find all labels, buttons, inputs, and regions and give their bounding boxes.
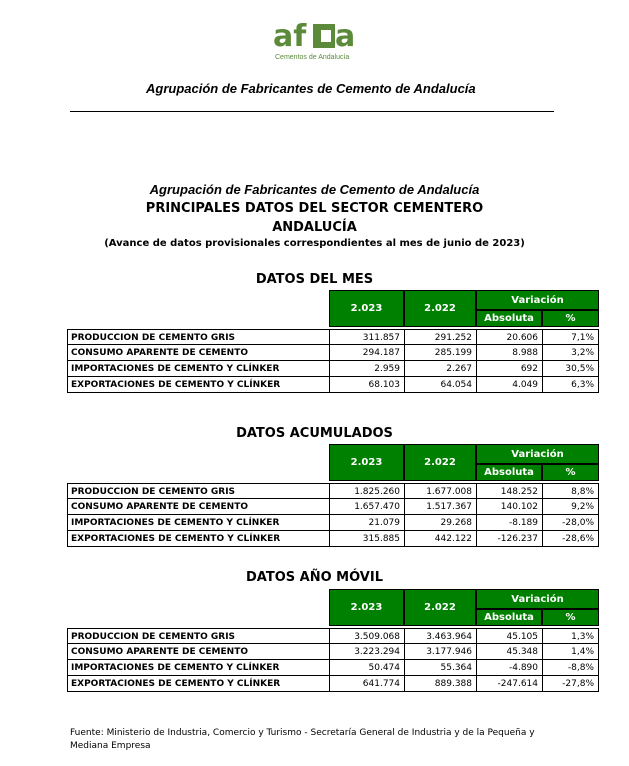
value-previous-year: 1.517.367: [404, 499, 476, 515]
variation-absolute: -126.237: [476, 531, 542, 547]
svg-text:a: a: [335, 19, 356, 54]
report-region: ANDALUCÍA: [272, 220, 357, 235]
header-year-previous: 2.022: [404, 444, 476, 481]
logo-subtitle: Cementos de Andalucía: [275, 54, 350, 61]
variation-percent: 30,5%: [542, 361, 599, 377]
variation-percent: 8,8%: [542, 483, 599, 499]
value-previous-year: 2.267: [404, 361, 476, 377]
afca-logo: [271, 16, 366, 68]
header-year-current: 2.023: [329, 290, 404, 327]
value-previous-year: 3.463.964: [404, 628, 476, 644]
value-previous-year: 285.199: [404, 345, 476, 361]
value-current-year: 1.657.470: [329, 499, 404, 515]
header-year-current: 2.023: [329, 589, 404, 626]
report-org: Agrupación de Fabricantes de Cemento de Andalucía: [149, 182, 480, 197]
table-row: [67, 515, 599, 531]
header-absolute: Absoluta: [476, 609, 542, 626]
table-header: [329, 589, 599, 626]
variation-absolute: -247.614: [476, 676, 542, 692]
row-label: IMPORTACIONES DE CEMENTO Y CLÍNKER: [67, 515, 329, 531]
row-label: EXPORTACIONES DE CEMENTO Y CLÍNKER: [67, 531, 329, 547]
row-label: EXPORTACIONES DE CEMENTO Y CLÍNKER: [67, 676, 329, 692]
header-variation: Variación: [476, 444, 599, 464]
header-percent: %: [542, 464, 599, 481]
value-current-year: 3.223.294: [329, 644, 404, 660]
data-table: [67, 444, 599, 549]
variation-percent: 9,2%: [542, 499, 599, 515]
header-title: Agrupación de Fabricantes de Cemento de Andalucía: [146, 81, 476, 96]
header-percent: %: [542, 609, 599, 626]
value-current-year: 1.825.260: [329, 483, 404, 499]
row-label: PRODUCCION DE CEMENTO GRIS: [67, 628, 329, 644]
table-row: [67, 377, 599, 393]
row-label: IMPORTACIONES DE CEMENTO Y CLÍNKER: [67, 361, 329, 377]
header-percent: %: [542, 310, 599, 327]
table-row: [67, 660, 599, 676]
header-divider: [70, 111, 554, 112]
variation-absolute: -8.189: [476, 515, 542, 531]
value-current-year: 311.857: [329, 329, 404, 345]
logo-mark-icon: [271, 16, 366, 54]
variation-absolute: 692: [476, 361, 542, 377]
variation-percent: 1,4%: [542, 644, 599, 660]
value-current-year: 315.885: [329, 531, 404, 547]
value-previous-year: 3.177.946: [404, 644, 476, 660]
value-previous-year: 55.364: [404, 660, 476, 676]
svg-text:af: af: [273, 19, 307, 54]
value-current-year: 294.187: [329, 345, 404, 361]
variation-percent: -27,8%: [542, 676, 599, 692]
row-label: CONSUMO APARENTE DE CEMENTO: [67, 644, 329, 660]
row-label: PRODUCCION DE CEMENTO GRIS: [67, 329, 329, 345]
variation-percent: 6,3%: [542, 377, 599, 393]
table-row: [67, 329, 599, 345]
value-previous-year: 29.268: [404, 515, 476, 531]
value-previous-year: 442.122: [404, 531, 476, 547]
variation-absolute: 45.348: [476, 644, 542, 660]
table-header: [329, 444, 599, 481]
table-row: [67, 676, 599, 692]
table-row: [67, 628, 599, 644]
variation-absolute: -4.890: [476, 660, 542, 676]
row-label: IMPORTACIONES DE CEMENTO Y CLÍNKER: [67, 660, 329, 676]
variation-percent: 1,3%: [542, 628, 599, 644]
header-absolute: Absoluta: [476, 464, 542, 481]
table-row: [67, 531, 599, 547]
header-year-previous: 2.022: [404, 290, 476, 327]
section-title: DATOS ACUMULADOS: [236, 426, 393, 441]
value-current-year: 21.079: [329, 515, 404, 531]
header-absolute: Absoluta: [476, 310, 542, 327]
section-title: DATOS AÑO MÓVIL: [246, 570, 383, 585]
table-row: [67, 361, 599, 377]
table-row: [67, 499, 599, 515]
value-previous-year: 64.054: [404, 377, 476, 393]
value-previous-year: 1.677.008: [404, 483, 476, 499]
header-variation: Variación: [476, 290, 599, 310]
variation-percent: -28,0%: [542, 515, 599, 531]
variation-absolute: 45.105: [476, 628, 542, 644]
variation-percent: -28,6%: [542, 531, 599, 547]
row-label: EXPORTACIONES DE CEMENTO Y CLÍNKER: [67, 377, 329, 393]
report-title: PRINCIPALES DATOS DEL SECTOR CEMENTERO: [145, 201, 484, 216]
table-row: [67, 644, 599, 660]
header-variation: Variación: [476, 589, 599, 609]
row-label: CONSUMO APARENTE DE CEMENTO: [67, 499, 329, 515]
variation-absolute: 140.102: [476, 499, 542, 515]
variation-absolute: 20.606: [476, 329, 542, 345]
data-table: [67, 589, 599, 694]
value-previous-year: 291.252: [404, 329, 476, 345]
variation-percent: -8,8%: [542, 660, 599, 676]
footer-source: Fuente: Ministerio de Industria, Comercio y Turismo - Secretaría General de Industria y de la Pequeña y Mediana Empresa: [70, 728, 535, 751]
report-subtitle: (Avance de datos provisionales correspondientes al mes de junio de 2023): [104, 238, 525, 249]
data-table: [67, 290, 599, 395]
variation-absolute: 4.049: [476, 377, 542, 393]
variation-absolute: 148.252: [476, 483, 542, 499]
table-row: [67, 483, 599, 499]
row-label: CONSUMO APARENTE DE CEMENTO: [67, 345, 329, 361]
value-current-year: 50.474: [329, 660, 404, 676]
value-previous-year: 889.388: [404, 676, 476, 692]
value-current-year: 641.774: [329, 676, 404, 692]
table-row: [67, 345, 599, 361]
row-label: PRODUCCION DE CEMENTO GRIS: [67, 483, 329, 499]
variation-absolute: 8.988: [476, 345, 542, 361]
value-current-year: 2.959: [329, 361, 404, 377]
header-year-current: 2.023: [329, 444, 404, 481]
section-title: DATOS DEL MES: [255, 272, 374, 287]
table-header: [329, 290, 599, 327]
value-current-year: 3.509.068: [329, 628, 404, 644]
header-year-previous: 2.022: [404, 589, 476, 626]
variation-percent: 3,2%: [542, 345, 599, 361]
variation-percent: 7,1%: [542, 329, 599, 345]
value-current-year: 68.103: [329, 377, 404, 393]
